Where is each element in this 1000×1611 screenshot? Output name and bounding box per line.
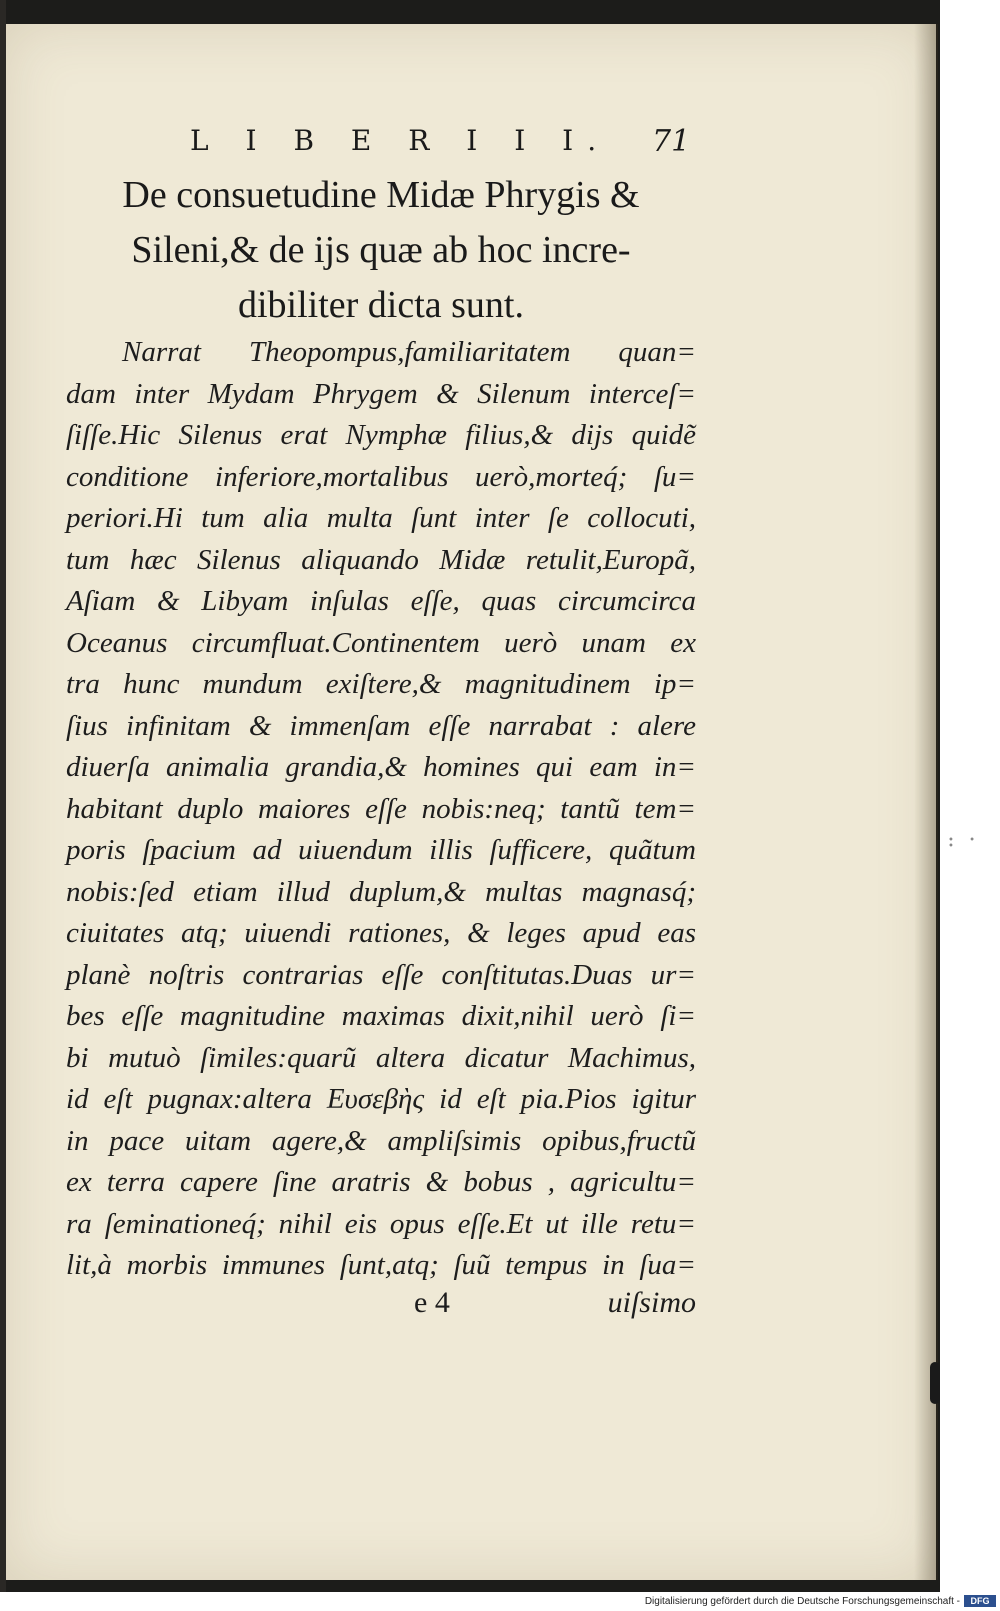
text-line: Aſiam & Libyam inſulas eſſe, quas circumcirca bbox=[66, 585, 696, 617]
funding-credit: Digitalisierung gefördert durch die Deutsche Forschungsgemeinschaft - bbox=[644, 1596, 960, 1607]
running-head: L I B E R I I I. bbox=[190, 124, 611, 157]
text-line: lit,à morbis immunes ſunt,atq; ſuũ tempus in ſua= bbox=[66, 1249, 696, 1281]
text-line: ſius infinitam & immenſam eſſe narrabat : alere bbox=[66, 709, 696, 742]
catchword: uiſsimo bbox=[607, 1286, 696, 1319]
title-line: De consuetudine Midæ Phrygis & bbox=[122, 174, 640, 216]
text-line: habitant duplo maiores eſſe nobis:neq; tantũ tem= bbox=[66, 792, 696, 825]
text-line: ſiſſe.Hic Silenus erat Nymphæ filius,& dijs quidẽ bbox=[66, 419, 696, 451]
title-line: Sileni,& de ijs quæ ab hoc incre- bbox=[131, 229, 631, 271]
text-line: Oceanus circumfluat.Continentem uerò unam ex bbox=[66, 626, 696, 659]
binding-mark bbox=[930, 1362, 940, 1404]
page-edge-shadow bbox=[914, 24, 938, 1580]
text-line: ex terra capere ſine aratris & bobus , agricultu= bbox=[66, 1166, 696, 1198]
body-text bbox=[66, 332, 696, 1287]
text-line: in pace uitam agere,& ampliſsimis opibus,fructũ bbox=[66, 1124, 696, 1157]
text-line: bes eſſe magnitudine maximas dixit,nihil uerò ſi= bbox=[66, 1000, 696, 1032]
text-line: dam inter Mydam Phrygem & Silenum interceſ= bbox=[66, 377, 696, 410]
text-line: planè noſtris contrarias eſſe conſtitutas.Duas ur= bbox=[66, 958, 696, 991]
text-line: ciuitates atq; uiuendi rationes, & leges apud eas bbox=[66, 917, 696, 949]
text-line: id eſt pugnax:altera Ευσεβὴς id eſt pia.Pios igitur bbox=[66, 1083, 696, 1115]
scan-dots: • • • bbox=[948, 835, 981, 852]
signature-mark: e 4 bbox=[414, 1286, 450, 1319]
chapter-title bbox=[66, 168, 696, 333]
text-line: tra hunc mundum exiſtere,& magnitudinem ip= bbox=[66, 668, 696, 700]
page-header bbox=[190, 124, 710, 164]
text-line: diuerſa animalia grandia,& homines qui eam in= bbox=[66, 751, 696, 783]
scan-margin bbox=[940, 0, 1000, 1592]
text-line: Narrat Theopompus,familiaritatem quan= bbox=[122, 336, 696, 368]
page-footer-marks bbox=[66, 1286, 696, 1326]
text-line: nobis:ſed etiam illud duplum,& multas magnasq́; bbox=[66, 875, 696, 908]
title-line: dibiliter dicta sunt. bbox=[237, 284, 524, 326]
text-line: poris ſpacium ad uiuendum illis ſufficere, quãtum bbox=[66, 834, 696, 866]
text-line: tum hæc Silenus aliquando Midæ retulit,Europã, bbox=[66, 543, 696, 576]
text-line: ra ſeminationeq́; nihil eis opus eſſe.Et ut ille retu= bbox=[66, 1207, 696, 1240]
dfg-logo: DFG bbox=[964, 1595, 996, 1607]
text-line: periori.Hi tum alia multa ſunt inter ſe collocuti, bbox=[66, 502, 696, 534]
page-number: 71 bbox=[652, 124, 691, 159]
text-line: bi mutuò ſimiles:quarũ altera dicatur Machimus, bbox=[66, 1041, 696, 1074]
text-line: conditione inferiore,mortalibus uerò,morteq́; ſu= bbox=[66, 460, 696, 493]
